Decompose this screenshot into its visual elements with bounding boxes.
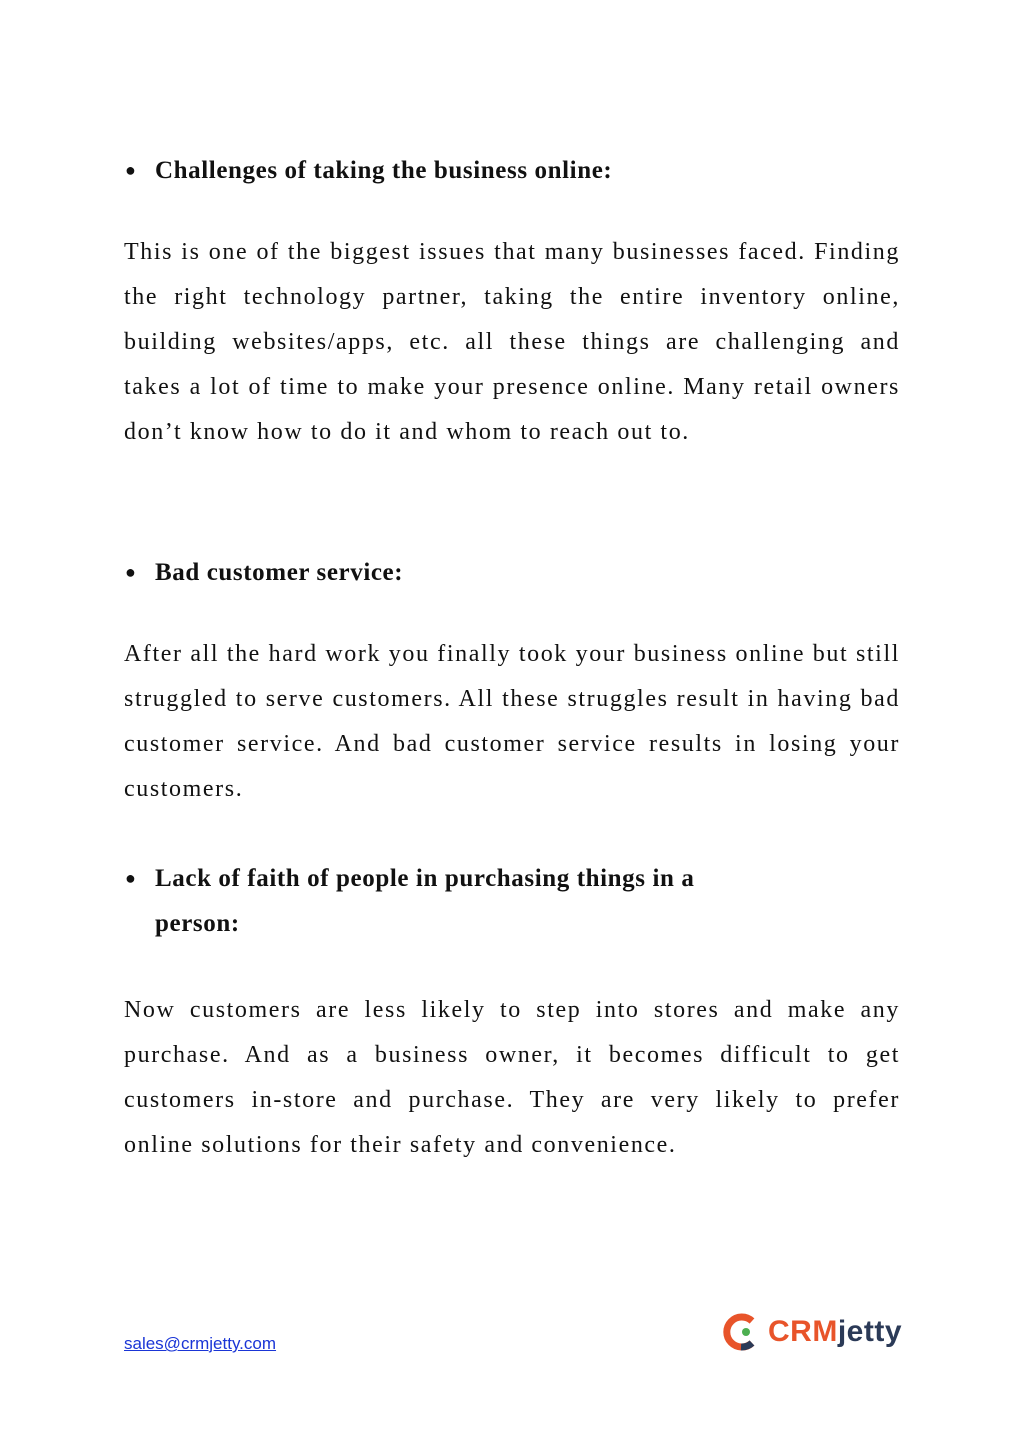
section-body-lack-of-faith (124, 988, 900, 1168)
section-body-bad-service (124, 632, 900, 812)
paragraph: After all the hard work you finally took your business online but still struggled to serve customers. All these struggles result in having bad customer service. And bad customer service results in losing your customers. (124, 641, 900, 802)
heading-text-line1: Lack of faith of people in purchasing things in a (155, 865, 695, 892)
paragraph: Now customers are less likely to step into stores and make any purchase. And as a business owner, it becomes difficult to get customers in-store and purchase. They are very likely to prefer online solutions for their safety and convenience. (124, 997, 900, 1158)
paragraph: This is one of the biggest issues that many businesses faced. Finding the right technology partner, taking the entire inventory online, building websites/apps, etc. all these things are challenging and takes a lot of time to make your presence online. Many retail owners don’t know how to do it and whom to reach out to. (124, 239, 900, 445)
crmjetty-logo-icon (722, 1313, 760, 1351)
bullet-icon: ● (125, 160, 137, 180)
crmjetty-logo-text (768, 1312, 902, 1352)
footer-email-link[interactable]: sales@crmjetty.com (124, 1334, 277, 1353)
logo-crm-text: CRM (768, 1315, 838, 1348)
heading-text: Bad customer service: (155, 559, 404, 586)
heading-text-line2: person: (155, 910, 240, 937)
section-heading-challenges (125, 148, 855, 193)
section-body-challenges (124, 230, 900, 455)
bullet-icon: ● (125, 868, 137, 888)
crmjetty-logo (722, 1310, 902, 1354)
section-heading-bad-service (125, 550, 855, 595)
bullet-icon: ● (125, 562, 137, 582)
logo-jetty-text: jetty (837, 1315, 903, 1348)
heading-text: Challenges of taking the business online: (155, 157, 613, 184)
section-heading-lack-of-faith (125, 856, 855, 946)
